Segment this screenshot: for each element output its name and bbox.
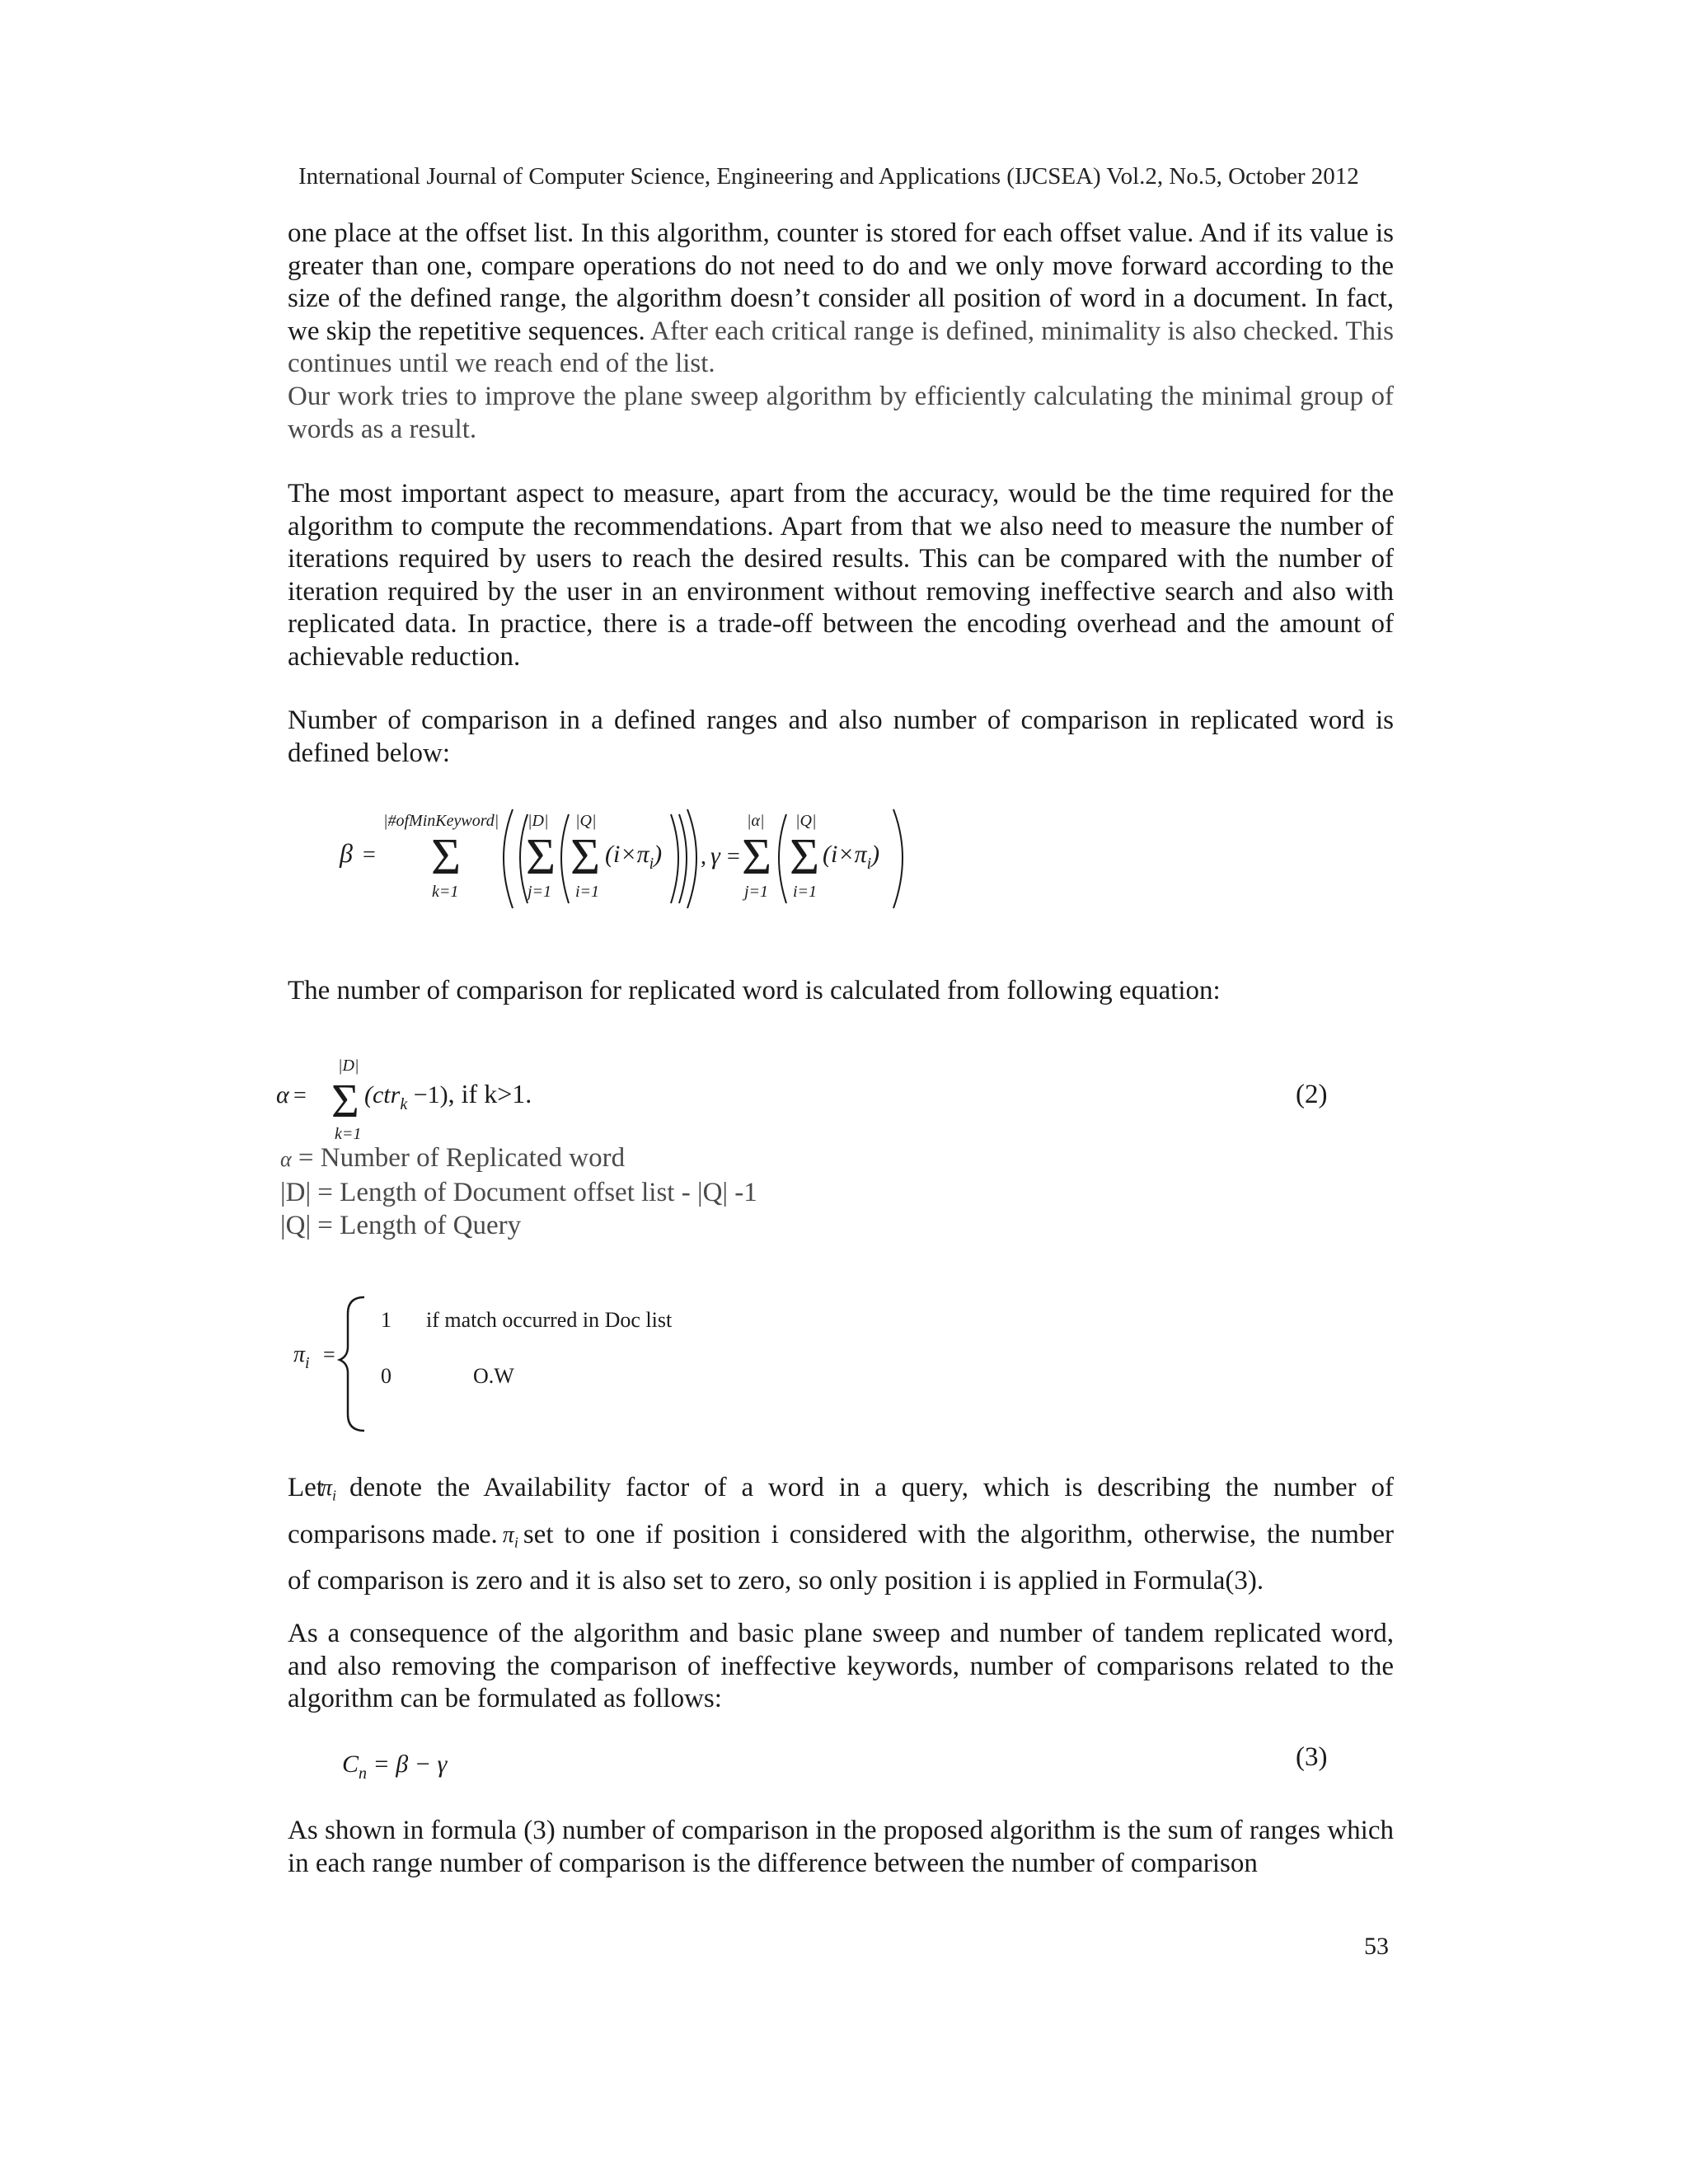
definitions-block — [280, 1141, 757, 1242]
eq2-alpha-symbol: α — [276, 1081, 289, 1108]
definition-alpha — [280, 1141, 757, 1176]
gamma-term: $(i\times\pi_i)$ — [823, 841, 880, 873]
case-one-value: 1 — [381, 1308, 392, 1332]
equation-3-number: (3) — [1296, 1742, 1328, 1772]
pi-inline-1: $\pi_i$ — [320, 1475, 337, 1504]
sum-i-symbol: Σ — [570, 829, 601, 885]
case-zero-condition: O.W — [473, 1364, 514, 1388]
paragraph-6-let: Let — [288, 1473, 324, 1502]
eq2-equals: = — [293, 1083, 307, 1108]
gamma-symbol: γ — [710, 842, 720, 869]
gamma-sum-j-upper: |α| — [747, 812, 765, 830]
case-one-condition: if match occurred in Doc list — [426, 1308, 673, 1332]
sum-j-symbol: Σ — [526, 829, 556, 885]
sum-i-upper: |Q| — [575, 812, 597, 830]
pi-definition — [288, 1294, 750, 1434]
paragraph-6-line-2 — [288, 1516, 1394, 1563]
definition-D: |D| = Length of Document offset list - |Q| -1 — [280, 1178, 757, 1207]
gamma-sum-j-symbol: Σ — [742, 829, 772, 885]
curly-brace — [340, 1297, 364, 1431]
gamma-right-paren — [893, 809, 903, 908]
pi-def-symbol: $\pi_i$ — [293, 1342, 310, 1372]
sum-k-symbol: Σ — [431, 829, 462, 885]
eq2-sum-lower: k=1 — [335, 1125, 362, 1143]
equation-beta-gamma — [330, 799, 923, 915]
paragraph-1-main: one place at the offset list. In this algorithm, counter is stored for each offset value. And if its value is greater than one, compare operations do not need to do and we only move forward according to the size of the defined range, the algorithm doesn’t consider all position of word in a document. In fact, we skip the repetitive sequences. — [288, 218, 1394, 346]
eq2-sum-upper: |D| — [338, 1057, 359, 1075]
paragraph-1-tail: After each critical range is defined, minimality is also checked. This continues until we reach end of the list. — [288, 316, 1394, 379]
sum-i-lower: i=1 — [575, 883, 600, 901]
eq2-term: (ctr$_k$ −1), if k>1. — [364, 1079, 532, 1113]
paragraph-5: The number of comparison for replicated word is calculated from following equation: — [288, 976, 1221, 1005]
case-zero-value: 0 — [381, 1364, 392, 1388]
paragraph-2: Our work tries to improve the plane sweep algorithm by efficiently calculating the minimal group of words as a result. — [288, 382, 1394, 444]
comma: , — [701, 844, 706, 869]
page-number: 53 — [1364, 1933, 1389, 1960]
sum-j-upper: |D| — [528, 812, 549, 830]
left-paren-outer — [504, 809, 513, 908]
gamma-sum-i-symbol: Σ — [790, 829, 820, 885]
sum-k-lower: k=1 — [432, 883, 459, 901]
right-paren-outer — [687, 809, 696, 908]
eq3-expression: $C_n = \beta - \gamma$ — [342, 1750, 448, 1783]
paragraph-7: As a consequence of the algorithm and basic plane sweep and number of tandem replicated word, and also removing the comparison of ineffective keywords, number of comparisons related to the algorithm can be formulated as follows: — [288, 1619, 1394, 1714]
gamma-sum-i-lower: i=1 — [793, 883, 818, 901]
paragraph-4: Number of comparison in a defined ranges and also number of comparison in replicated word is defined below: — [288, 705, 1394, 768]
equation-cn — [338, 1739, 552, 1788]
paragraph-6-comparisons: comparisons made. — [288, 1519, 498, 1549]
gamma-left-paren — [779, 814, 786, 903]
definition-alpha-text: = Number of Replicated word — [291, 1143, 626, 1173]
sum-k-upper: |#ofMinKeyword| — [383, 812, 499, 830]
pi-def-equals: = — [323, 1343, 335, 1366]
paragraph-6 — [288, 1469, 1394, 1601]
term-i-times-pi: $(i\times\pi_i)$ — [605, 841, 663, 873]
right-paren-inner-2 — [671, 814, 678, 903]
sum-j-lower: j=1 — [528, 883, 552, 901]
paragraph-6-line-2-text: set to one if position i considered with the algorithm, otherwise, the number — [523, 1519, 1394, 1549]
alpha-symbol: α — [280, 1147, 292, 1171]
gamma-sum-j-lower: j=1 — [744, 883, 769, 901]
definition-Q: |Q| = Length of Query — [280, 1211, 522, 1240]
equation-alpha — [272, 1051, 602, 1146]
paragraph-3: The most important aspect to measure, apart from the accuracy, would be the time required for the algorithm to compute the recommendations. Apart from that we also need to measure the number of iterations required by users to reach the desired results. This can be compared with the number of iteration required by the user in an environment without removing ineffective search and also with replicated data. In practice, there is a trade-off between the encoding overhead and the amount of achievable reduction. — [288, 479, 1394, 672]
beta-symbol: β — [340, 838, 353, 868]
equals-sign-2: = — [727, 844, 740, 869]
paragraph-1 — [288, 218, 1394, 381]
equals-sign-1: = — [363, 842, 376, 868]
eq2-sum-symbol: Σ — [331, 1074, 359, 1127]
right-paren-inner-1 — [679, 814, 687, 903]
gamma-sum-i-upper: |Q| — [795, 812, 817, 830]
paragraph-6-line-1 — [288, 1469, 1394, 1516]
paragraph-8: As shown in formula (3) number of comparison in the proposed algorithm is the sum of ranges which in each range number of comparison is the difference between the number of comparison — [288, 1816, 1394, 1878]
paragraph-6-line-1-text: denote the Availability factor of a word in a query, which is describing the number of — [349, 1473, 1394, 1502]
journal-header: International Journal of Computer Science, Engineering and Applications (IJCSEA) Vol.2, No.5, October 2012 — [298, 163, 1359, 190]
equation-2-number: (2) — [1296, 1080, 1328, 1109]
pi-inline-2: $\pi_i$ — [502, 1521, 518, 1551]
left-paren-inner-2 — [561, 814, 569, 903]
paragraph-6-line-3: of comparison is zero and it is also set to zero, so only position i is applied in Formula(3). — [288, 1566, 1264, 1596]
